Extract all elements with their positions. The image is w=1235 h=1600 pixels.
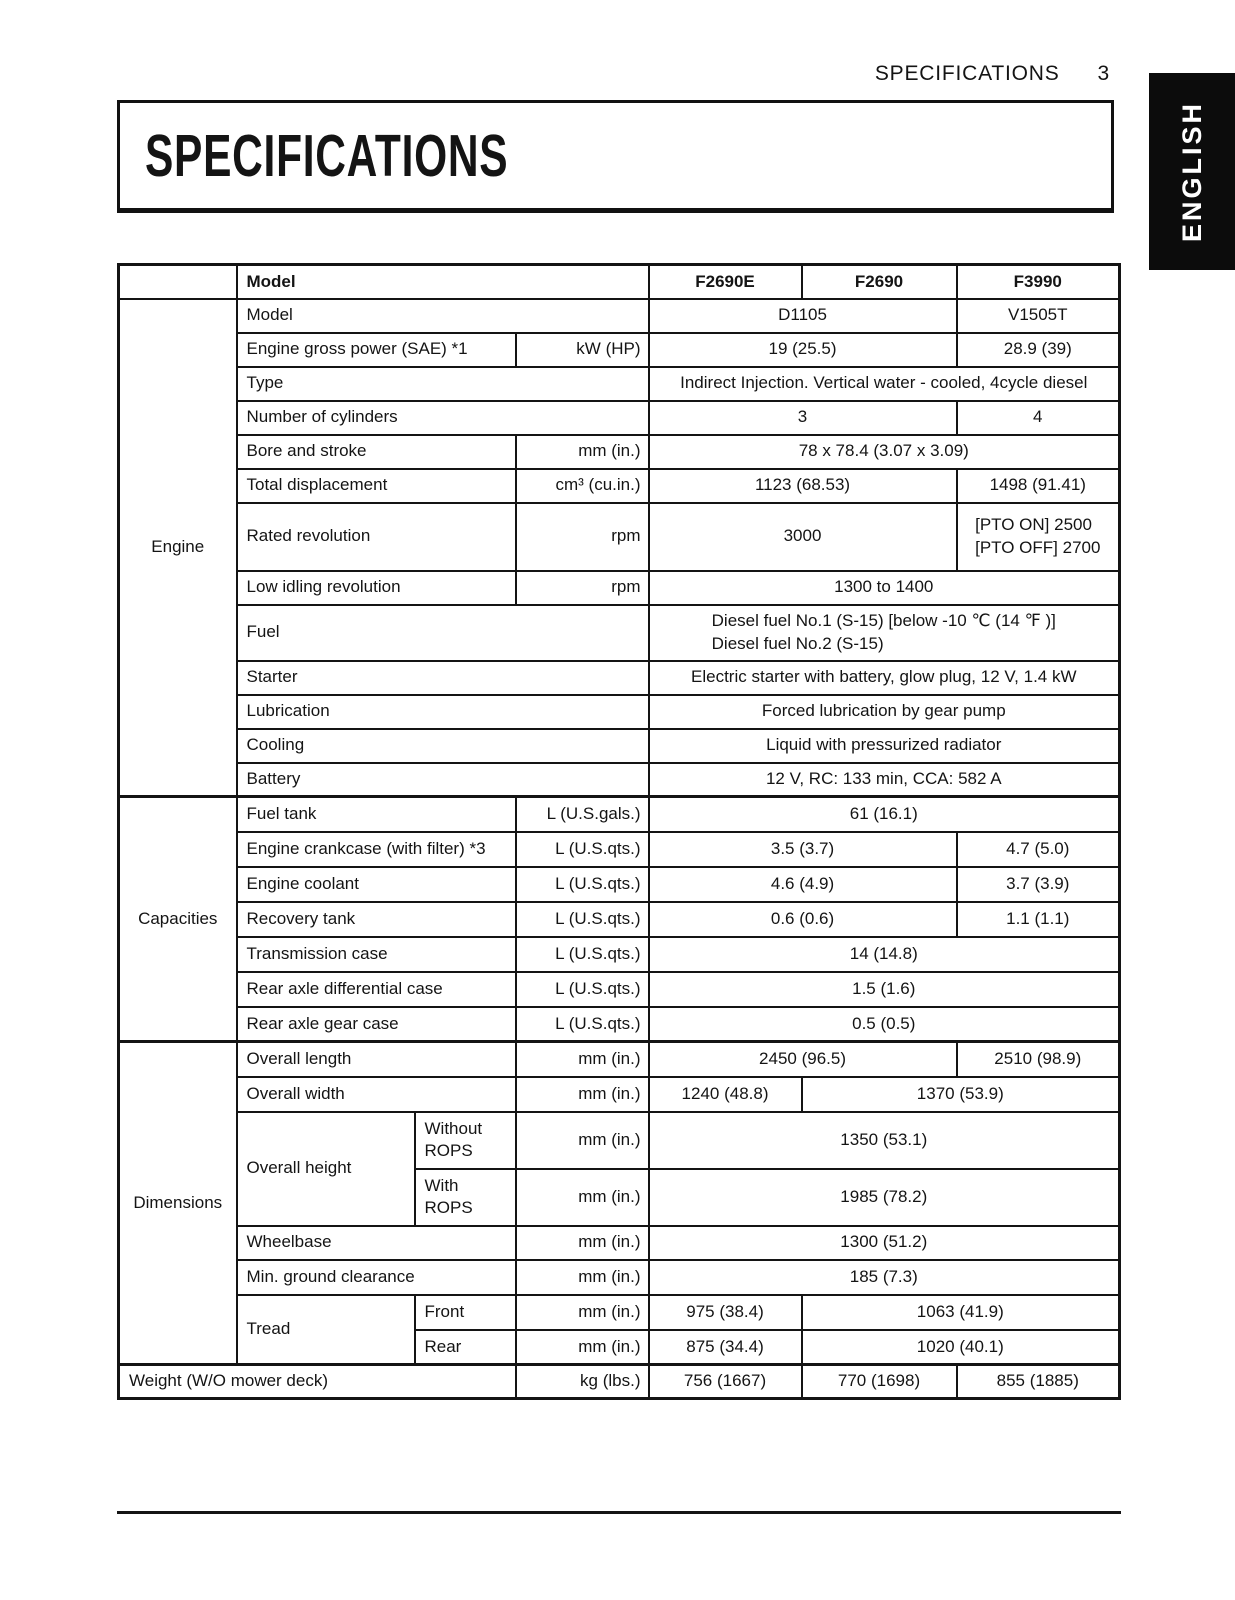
label-cell: Lubrication xyxy=(237,695,649,729)
value-cell: 1.1 (1.1) xyxy=(957,902,1120,937)
sublabel-cell: Rear xyxy=(415,1330,516,1365)
row-dimensions-width xyxy=(119,1077,1120,1112)
value-cell: 1300 (51.2) xyxy=(649,1226,1120,1260)
label-cell: Low idling revolution xyxy=(237,571,516,605)
group-engine: Engine xyxy=(119,299,237,797)
unit-cell: mm (in.) xyxy=(516,435,649,469)
row-engine-displacement xyxy=(119,469,1120,503)
label-cell: Type xyxy=(237,367,649,401)
unit-cell: kg (lbs.) xyxy=(516,1365,649,1399)
label-cell: Rear axle gear case xyxy=(237,1007,516,1042)
row-dimensions-height-without-rops xyxy=(119,1112,1120,1169)
unit-cell: L (U.S.qts.) xyxy=(516,1007,649,1042)
row-capacities-gear-case xyxy=(119,1007,1120,1042)
header-f2690-cell: F2690 xyxy=(802,265,957,299)
unit-cell: L (U.S.qts.) xyxy=(516,832,649,867)
label-cell: Weight (W/O mower deck) xyxy=(119,1365,516,1399)
row-engine-power xyxy=(119,333,1120,367)
value-cell: 28.9 (39) xyxy=(957,333,1120,367)
label-cell: Rated revolution xyxy=(237,503,516,571)
value-cell: 78 x 78.4 (3.07 x 3.09) xyxy=(649,435,1120,469)
label-cell: Min. ground clearance xyxy=(237,1260,516,1295)
value-cell: 14 (14.8) xyxy=(649,937,1120,972)
title-box xyxy=(117,100,1114,213)
label-cell: Fuel xyxy=(237,605,649,661)
value-cell: 1020 (40.1) xyxy=(802,1330,1120,1365)
row-capacities-coolant xyxy=(119,867,1120,902)
sublabel-cell: Without ROPS xyxy=(415,1112,516,1169)
row-engine-rated-revolution xyxy=(119,503,1120,571)
value-cell: 1498 (91.41) xyxy=(957,469,1120,503)
row-engine-lubrication xyxy=(119,695,1120,729)
unit-cell: cm³ (cu.in.) xyxy=(516,469,649,503)
unit-cell: mm (in.) xyxy=(516,1330,649,1365)
row-engine-bore-stroke xyxy=(119,435,1120,469)
footer-rule xyxy=(117,1511,1121,1514)
label-cell: Wheelbase xyxy=(237,1226,516,1260)
header-f3990-cell: F3990 xyxy=(957,265,1120,299)
value-cell: 1123 (68.53) xyxy=(649,469,957,503)
value-cell: V1505T xyxy=(957,299,1120,333)
page-number: 3 xyxy=(1097,62,1110,85)
label-cell: Fuel tank xyxy=(237,797,516,832)
unit-cell: mm (in.) xyxy=(516,1169,649,1226)
label-cell: Overall width xyxy=(237,1077,516,1112)
page-title: SPECIFICATIONS xyxy=(145,122,509,189)
row-capacities-recovery xyxy=(119,902,1120,937)
value-cell: 1350 (53.1) xyxy=(649,1112,1120,1169)
row-engine-type xyxy=(119,367,1120,401)
row-engine-fuel xyxy=(119,605,1120,661)
value-cell: 4.7 (5.0) xyxy=(957,832,1120,867)
value-cell: 1240 (48.8) xyxy=(649,1077,802,1112)
value-cell: 1300 to 1400 xyxy=(649,571,1120,605)
row-capacities-crankcase xyxy=(119,832,1120,867)
label-cell: Engine gross power (SAE) *1 xyxy=(237,333,516,367)
label-cell: Cooling xyxy=(237,729,649,763)
value-cell: D1105 xyxy=(649,299,957,333)
row-dimensions-tread-front xyxy=(119,1295,1120,1330)
label-cell: Transmission case xyxy=(237,937,516,972)
unit-cell: L (U.S.qts.) xyxy=(516,902,649,937)
row-dimensions-length xyxy=(119,1042,1120,1077)
value-cell: 855 (1885) xyxy=(957,1365,1120,1399)
value-cell: 3 xyxy=(649,401,957,435)
value-cell: 756 (1667) xyxy=(649,1365,802,1399)
value-cell: 1370 (53.9) xyxy=(802,1077,1120,1112)
group-dimensions: Dimensions xyxy=(119,1042,237,1365)
value-cell: 1985 (78.2) xyxy=(649,1169,1120,1226)
unit-cell: mm (in.) xyxy=(516,1260,649,1295)
label-cell: Rear axle differential case xyxy=(237,972,516,1007)
header-model-cell: Model xyxy=(237,265,649,299)
value-cell: 4 xyxy=(957,401,1120,435)
value-cell: 19 (25.5) xyxy=(649,333,957,367)
header-f2690e-cell: F2690E xyxy=(649,265,802,299)
value-cell: Electric starter with battery, glow plug, 12 V, 1.4 kW xyxy=(649,661,1120,695)
group-capacities: Capacities xyxy=(119,797,237,1042)
value-cell: 185 (7.3) xyxy=(649,1260,1120,1295)
label-cell: Starter xyxy=(237,661,649,695)
fuel-line-2: Diesel fuel No.2 (S-15) xyxy=(711,633,884,653)
unit-cell: L (U.S.qts.) xyxy=(516,972,649,1007)
value-cell: 1063 (41.9) xyxy=(802,1295,1120,1330)
row-weight xyxy=(119,1365,1120,1399)
row-engine-battery xyxy=(119,763,1120,797)
value-cell xyxy=(649,605,1120,661)
value-cell: 770 (1698) xyxy=(802,1365,957,1399)
value-cell: 61 (16.1) xyxy=(649,797,1120,832)
row-engine-starter xyxy=(119,661,1120,695)
value-cell: Forced lubrication by gear pump xyxy=(649,695,1120,729)
unit-cell: L (U.S.qts.) xyxy=(516,937,649,972)
row-engine-model xyxy=(119,299,1120,333)
row-capacities-fuel-tank xyxy=(119,797,1120,832)
value-cell: 875 (34.4) xyxy=(649,1330,802,1365)
unit-cell: mm (in.) xyxy=(516,1295,649,1330)
row-capacities-diff-case xyxy=(119,972,1120,1007)
value-cell: 3.7 (3.9) xyxy=(957,867,1120,902)
running-header xyxy=(875,62,1110,86)
pto-revolutions xyxy=(975,514,1100,558)
value-cell: 2510 (98.9) xyxy=(957,1042,1120,1077)
label-cell: Model xyxy=(237,299,649,333)
label-cell: Tread xyxy=(237,1295,415,1365)
value-cell: Liquid with pressurized radiator xyxy=(649,729,1120,763)
value-cell: 4.6 (4.9) xyxy=(649,867,957,902)
running-header-title: SPECIFICATIONS xyxy=(874,62,1060,85)
unit-cell: mm (in.) xyxy=(516,1112,649,1169)
sublabel-cell: With ROPS xyxy=(415,1169,516,1226)
label-cell: Engine crankcase (with filter) *3 xyxy=(237,832,516,867)
row-dimensions-wheelbase xyxy=(119,1226,1120,1260)
value-cell: 2450 (96.5) xyxy=(649,1042,957,1077)
unit-cell: mm (in.) xyxy=(516,1226,649,1260)
unit-cell: rpm xyxy=(516,503,649,571)
label-cell: Total displacement xyxy=(237,469,516,503)
unit-cell: mm (in.) xyxy=(516,1042,649,1077)
unit-cell: mm (in.) xyxy=(516,1077,649,1112)
row-capacities-transmission xyxy=(119,937,1120,972)
value-cell: 1.5 (1.6) xyxy=(649,972,1120,1007)
row-engine-cooling xyxy=(119,729,1120,763)
value-cell: Indirect Injection. Vertical water - cooled, 4cycle diesel xyxy=(649,367,1120,401)
unit-cell: kW (HP) xyxy=(516,333,649,367)
label-cell: Number of cylinders xyxy=(237,401,649,435)
language-tab xyxy=(1149,73,1235,270)
label-cell: Overall height xyxy=(237,1112,415,1226)
value-cell: 12 V, RC: 133 min, CCA: 582 A xyxy=(649,763,1120,797)
specifications-table xyxy=(117,263,1121,1400)
row-dimensions-clearance xyxy=(119,1260,1120,1295)
unit-cell: rpm xyxy=(516,571,649,605)
pto-on-value: [PTO ON] 2500 xyxy=(975,515,1092,535)
row-engine-cylinders xyxy=(119,401,1120,435)
pto-off-value: [PTO OFF] 2700 xyxy=(975,537,1101,557)
sublabel-cell: Front xyxy=(415,1295,516,1330)
value-cell: 3.5 (3.7) xyxy=(649,832,957,867)
value-cell: 0.5 (0.5) xyxy=(649,1007,1120,1042)
label-cell: Engine coolant xyxy=(237,867,516,902)
label-cell: Recovery tank xyxy=(237,902,516,937)
label-cell: Bore and stroke xyxy=(237,435,516,469)
fuel-spec xyxy=(712,610,1056,654)
language-tab-label: ENGLISH xyxy=(1176,100,1207,243)
unit-cell: L (U.S.qts.) xyxy=(516,867,649,902)
value-cell: 0.6 (0.6) xyxy=(649,902,957,937)
table-header-row xyxy=(119,265,1120,299)
row-engine-low-idling xyxy=(119,571,1120,605)
header-empty-cell xyxy=(119,265,237,299)
value-cell: 975 (38.4) xyxy=(649,1295,802,1330)
value-cell: 3000 xyxy=(649,503,957,571)
fuel-line-1: Diesel fuel No.1 (S-15) [below -10 ℃ (14 ℉ )] xyxy=(711,611,1056,631)
value-cell xyxy=(957,503,1120,571)
unit-cell: L (U.S.gals.) xyxy=(516,797,649,832)
label-cell: Overall length xyxy=(237,1042,516,1077)
label-cell: Battery xyxy=(237,763,649,797)
